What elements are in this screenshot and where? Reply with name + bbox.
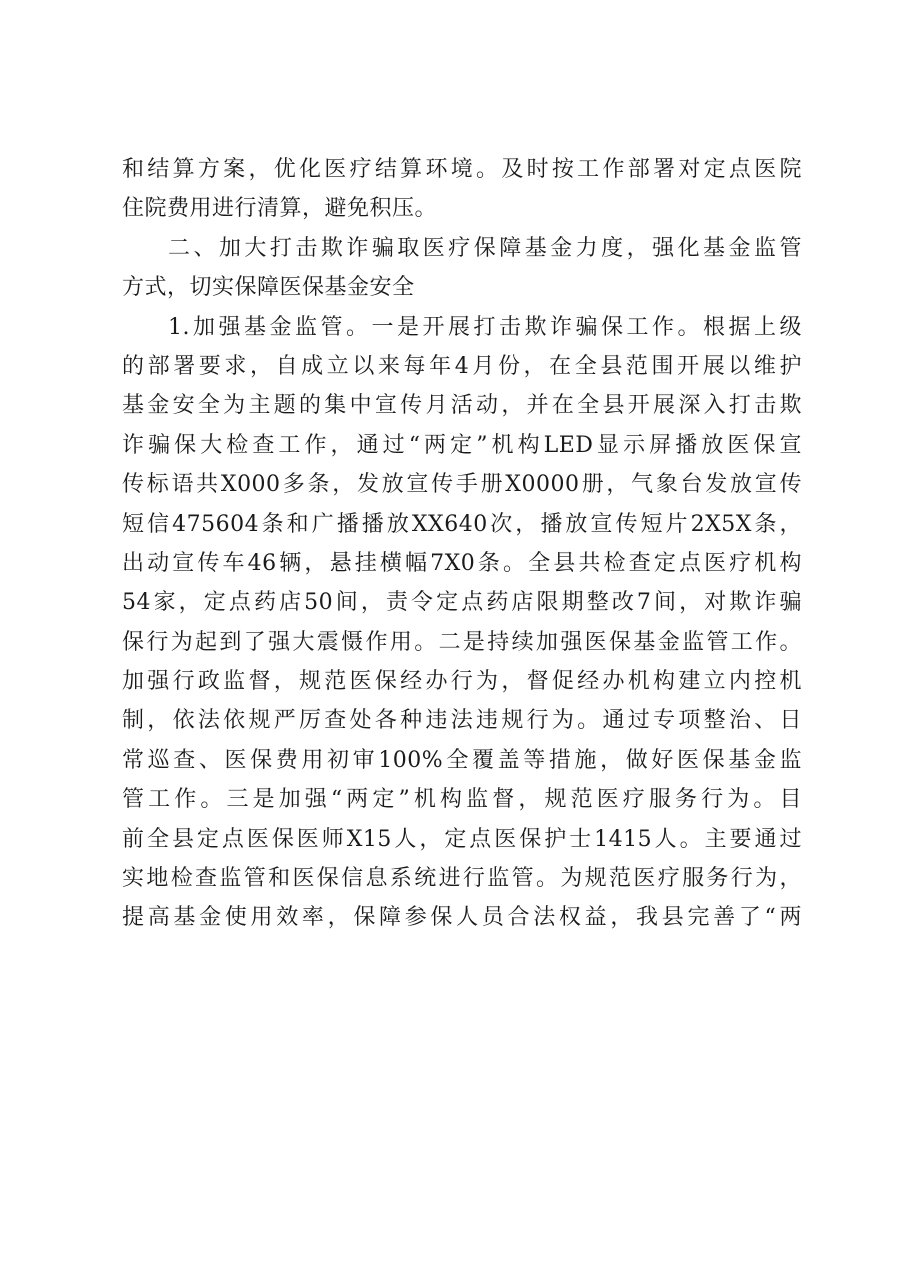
text-line: 提高基金使用效率，保障参保人员合法权益，我县完善了“两: [122, 905, 802, 931]
text-line: 常巡查、医保费用初审100%全覆盖等措施，做好医保基金监: [122, 747, 802, 773]
text-line: 管工作。三是加强“两定”机构监督，规范医疗服务行为。目: [122, 787, 802, 813]
text-line: 传标语共X000多条，发放宣传手册X0000册，气象台发放宣传: [122, 472, 802, 498]
text-line: 保行为起到了强大震慑作用。二是持续加强医保基金监管工作。: [122, 629, 802, 655]
text-line: 加强行政监督，规范医保经办行为，督促经办机构建立内控机: [122, 669, 802, 695]
text-line: 二、加大打击欺诈骗取医疗保障基金力度，强化基金监管: [168, 235, 802, 261]
text-line: 实地检查监管和医保信息系统进行监管。为规范医疗服务行为，: [122, 866, 802, 892]
text-line: 制，依法依规严厉查处各种违法违规行为。通过专项整治、日: [122, 708, 802, 734]
text-line: 出动宣传车46辆，悬挂横幅7X0条。全县共检查定点医疗机构: [122, 550, 802, 576]
text-line: 基金安全为主题的集中宣传月活动，并在全县开展深入打击欺: [122, 393, 802, 419]
text-line: 住院费用进行清算，避免积压。: [122, 196, 438, 222]
text-line: 方式，切实保障医保基金安全: [122, 275, 415, 301]
text-line: 1.加强基金监管。一是开展打击欺诈骗保工作。根据上级: [168, 314, 802, 340]
text-line: 的部署要求，自成立以来每年4月份，在全县范围开展以维护: [122, 353, 802, 379]
text-line: 54家，定点药店50间，责令定点药店限期整改7间，对欺诈骗: [122, 590, 802, 616]
body-text: [122, 150, 802, 938]
text-line: 前全县定点医保医师X15人，定点医保护士1415人。主要通过: [122, 826, 802, 852]
text-line: 和结算方案，优化医疗结算环境。及时按工作部署对定点医院: [122, 157, 802, 182]
text-line: 短信475604条和广播播放XX640次，播放宣传短片2X5X条，: [122, 511, 802, 537]
text-line: 诈骗保大检查工作，通过“两定”机构LED显示屏播放医保宣: [122, 432, 802, 458]
